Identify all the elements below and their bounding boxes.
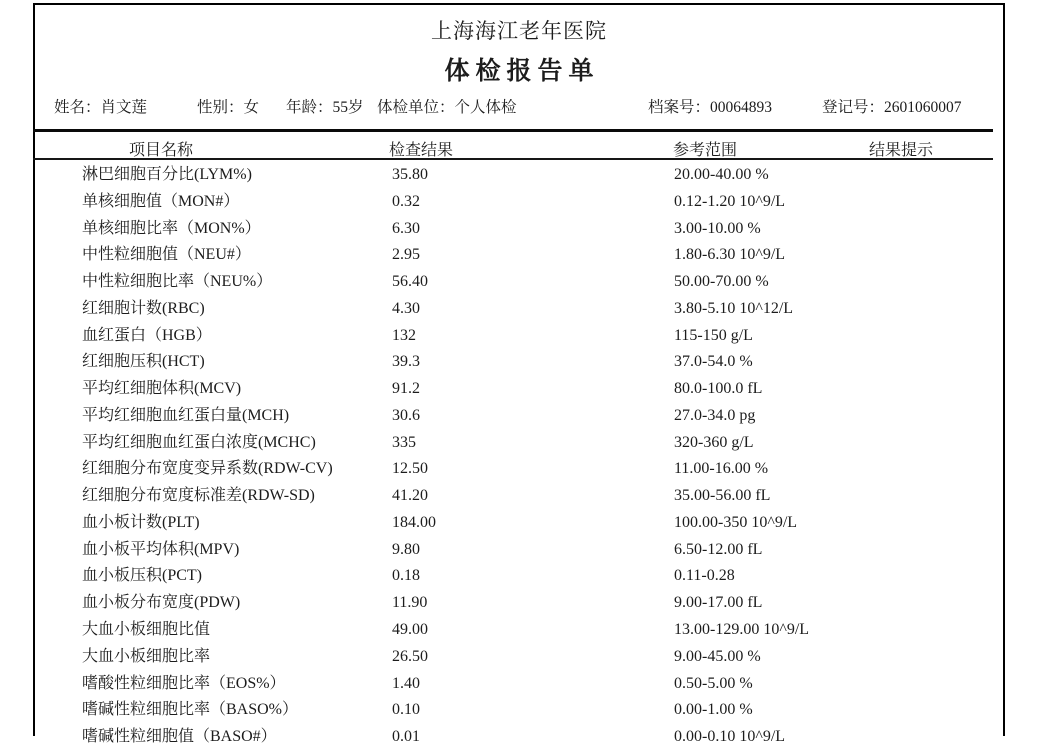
patient-field-value: 2601060007 <box>884 99 962 116</box>
reference-range-cell: 27.0-34.0 pg <box>674 406 756 424</box>
item-name-cell: 红细胞计数(RBC) <box>82 299 205 317</box>
item-name-cell: 红细胞压积(HCT) <box>82 353 205 371</box>
reference-range-cell: 13.00-129.00 10^9/L <box>674 621 810 639</box>
result-value-cell: 41.20 <box>392 487 428 505</box>
column-header: 检查结果 <box>388 142 454 159</box>
reference-range-cell: 9.00-45.00 % <box>674 647 761 665</box>
reference-range-cell: 0.00-1.00 % <box>674 701 753 719</box>
column-header: 结果提示 <box>868 142 934 159</box>
patient-field-value: 女 <box>243 99 260 116</box>
table-row <box>0 697 1041 724</box>
table-row <box>0 189 1041 216</box>
result-value-cell: 9.80 <box>392 540 420 558</box>
table-row <box>0 644 1041 671</box>
table-row <box>0 376 1041 403</box>
item-name-cell: 平均红细胞血红蛋白量(MCH) <box>82 406 290 424</box>
result-value-cell: 91.2 <box>392 380 420 398</box>
result-value-cell: 30.6 <box>392 406 420 424</box>
table-row <box>0 563 1041 590</box>
patient-field-value: 个人体检 <box>454 99 517 116</box>
reference-range-cell: 50.00-70.00 % <box>674 273 769 291</box>
patient-field <box>822 95 962 117</box>
patient-field-label: 姓名： <box>54 99 101 116</box>
table-row <box>0 724 1041 751</box>
result-value-cell: 0.32 <box>392 192 420 210</box>
result-value-cell: 0.10 <box>392 701 420 719</box>
reference-range-cell: 0.12-1.20 10^9/L <box>674 192 786 210</box>
reference-range-cell: 1.80-6.30 10^9/L <box>674 246 786 264</box>
item-name-cell: 大血小板细胞比率 <box>82 647 211 665</box>
item-name-cell: 平均红细胞体积(MCV) <box>82 380 242 398</box>
table-row <box>0 269 1041 296</box>
table-row <box>0 349 1041 376</box>
patient-field-label: 登记号： <box>822 99 885 116</box>
report-title: 体检报告单 <box>444 58 600 85</box>
result-value-cell: 11.90 <box>392 594 428 612</box>
reference-range-cell: 115-150 g/L <box>674 326 753 344</box>
reference-range-cell: 0.00-0.10 10^9/L <box>674 728 786 746</box>
patient-field <box>377 95 517 117</box>
results-table-body <box>0 162 1041 751</box>
result-value-cell: 26.50 <box>392 647 428 665</box>
reference-range-cell: 35.00-56.00 fL <box>674 487 771 505</box>
patient-field-label: 性别： <box>197 99 244 116</box>
header-divider-rule <box>33 129 993 132</box>
patient-info-row <box>0 95 1041 117</box>
item-name-cell: 血红蛋白（HGB） <box>82 326 212 344</box>
result-value-cell: 0.01 <box>392 728 420 746</box>
reference-range-cell: 3.00-10.00 % <box>674 219 761 237</box>
reference-range-cell: 37.0-54.0 % <box>674 353 753 371</box>
item-name-cell: 红细胞分布宽度标准差(RDW-SD) <box>82 487 315 505</box>
patient-field-value: 55岁 <box>332 99 364 116</box>
patient-field <box>54 95 147 117</box>
hospital-name: 上海海江老年医院 <box>431 19 607 43</box>
item-name-cell: 血小板压积(PCT) <box>82 567 203 585</box>
patient-field-value: 肖文莲 <box>100 99 148 116</box>
table-row <box>0 162 1041 189</box>
result-value-cell: 6.30 <box>392 219 420 237</box>
reference-range-cell: 0.50-5.00 % <box>674 674 753 692</box>
patient-field-label: 年龄： <box>286 99 333 116</box>
table-column-headers <box>0 137 1041 157</box>
table-row <box>0 617 1041 644</box>
reference-range-cell: 100.00-350 10^9/L <box>674 513 798 531</box>
table-row <box>0 671 1041 698</box>
item-name-cell: 淋巴细胞百分比(LYM%) <box>82 166 252 183</box>
item-name-cell: 嗜酸性粒细胞比率（EOS%） <box>82 674 286 692</box>
patient-field <box>648 95 772 117</box>
item-name-cell: 血小板计数(PLT) <box>82 513 200 531</box>
table-row <box>0 537 1041 564</box>
table-row <box>0 242 1041 269</box>
reference-range-cell: 3.80-5.10 10^12/L <box>674 299 794 317</box>
reference-range-cell: 11.00-16.00 % <box>674 460 769 478</box>
reference-range-cell: 6.50-12.00 fL <box>674 540 763 558</box>
table-row <box>0 323 1041 350</box>
table-row <box>0 483 1041 510</box>
patient-field-label: 档案号： <box>648 99 711 116</box>
item-name-cell: 大血小板细胞比值 <box>82 621 211 639</box>
result-value-cell: 12.50 <box>392 460 428 478</box>
item-name-cell: 血小板分布宽度(PDW) <box>82 594 241 612</box>
item-name-cell: 单核细胞值（MON#） <box>82 192 240 210</box>
reference-range-cell: 80.0-100.0 fL <box>674 380 763 398</box>
table-row <box>0 430 1041 457</box>
result-value-cell: 184.00 <box>392 513 436 531</box>
result-value-cell: 56.40 <box>392 273 428 291</box>
result-value-cell: 132 <box>392 326 416 344</box>
result-value-cell: 39.3 <box>392 353 420 371</box>
reference-range-cell: 9.00-17.00 fL <box>674 594 763 612</box>
result-value-cell: 0.18 <box>392 567 420 585</box>
item-name-cell: 嗜碱性粒细胞值（BASO#） <box>82 728 277 746</box>
reference-range-cell: 320-360 g/L <box>674 433 754 451</box>
item-name-cell: 平均红细胞血红蛋白浓度(MCHC) <box>82 433 316 451</box>
patient-field <box>197 95 259 117</box>
reference-range-cell: 20.00-40.00 % <box>674 166 769 183</box>
patient-field <box>286 95 364 117</box>
result-value-cell: 335 <box>392 433 416 451</box>
item-name-cell: 中性粒细胞值（NEU#） <box>82 246 251 264</box>
table-row <box>0 296 1041 323</box>
page-border-top <box>33 3 1005 5</box>
item-name-cell: 中性粒细胞比率（NEU%） <box>82 273 273 291</box>
table-row <box>0 510 1041 537</box>
patient-field-label: 体检单位： <box>377 99 455 116</box>
result-value-cell: 35.80 <box>392 166 428 183</box>
table-row <box>0 216 1041 243</box>
table-row <box>0 403 1041 430</box>
result-value-cell: 1.40 <box>392 674 420 692</box>
table-row <box>0 456 1041 483</box>
item-name-cell: 红细胞分布宽度变异系数(RDW-CV) <box>82 460 333 478</box>
reference-range-cell: 0.11-0.28 <box>674 567 735 585</box>
item-name-cell: 单核细胞比率（MON%） <box>82 219 261 237</box>
result-value-cell: 49.00 <box>392 621 428 639</box>
item-name-cell: 血小板平均体积(MPV) <box>82 540 240 558</box>
table-row <box>0 590 1041 617</box>
column-header: 项目名称 <box>128 142 194 159</box>
result-value-cell: 4.30 <box>392 299 420 317</box>
column-header: 参考范围 <box>672 142 738 159</box>
result-value-cell: 2.95 <box>392 246 420 264</box>
item-name-cell: 嗜碱性粒细胞比率（BASO%） <box>82 701 299 719</box>
patient-field-value: 00064893 <box>710 99 773 116</box>
